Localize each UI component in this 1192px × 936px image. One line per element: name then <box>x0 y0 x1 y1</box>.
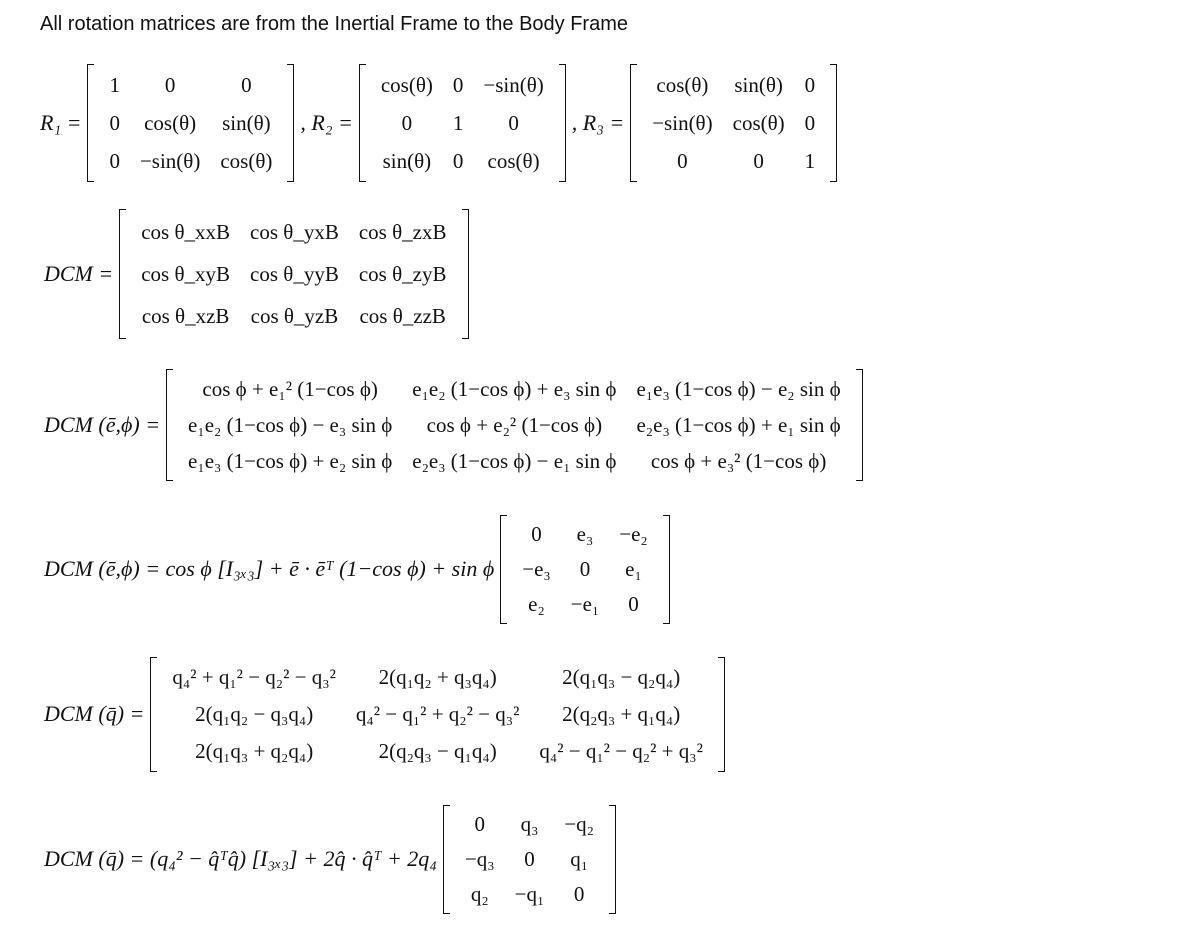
matrix-cell: −e₂ <box>619 521 648 546</box>
matrix-cell: q₄² + q₁² − q₂² − q₃² <box>172 664 336 689</box>
matrix-row <box>99 66 282 104</box>
matrix-cell: 2(q₂q₃ + q₁q₄) <box>562 701 681 726</box>
matrix-row <box>131 295 456 337</box>
matrix-row <box>642 142 825 180</box>
dcm-label: DCM = <box>44 261 114 286</box>
dcm-axis-angle-matrix <box>166 369 863 481</box>
matrix-cell: cos θ_xyB <box>141 262 231 286</box>
dcm-axis-angle-compact-equation <box>44 512 676 626</box>
matrix-cell: 0 <box>452 149 464 173</box>
matrix-cell: −sin(θ) <box>652 111 713 135</box>
r3-label: , R₃ = <box>571 110 625 135</box>
matrix-cell: 0 <box>677 149 688 173</box>
matrix-cell: 0 <box>508 111 519 135</box>
matrix-cell: e₁ <box>625 556 642 581</box>
matrix-cell: 0 <box>804 73 816 97</box>
matrix-cell: e₂e₃ (1−cos ϕ) + e₁ sin ϕ <box>636 413 841 437</box>
matrix-cell: cos(θ) <box>487 149 540 173</box>
matrix-cell: −e₁ <box>570 591 600 616</box>
matrix-cell: −q₂ <box>564 811 594 836</box>
matrix-cell: cos θ_xzB <box>141 304 230 328</box>
matrix-grid <box>99 66 282 180</box>
matrix-cell: 0 <box>753 149 764 173</box>
dcm-axis-angle-label: DCM (ē,ϕ) = <box>44 412 161 437</box>
matrix-cell: 0 <box>524 846 535 871</box>
matrix-row <box>162 696 713 733</box>
matrix-row <box>455 807 604 842</box>
matrix-cell: −sin(θ) <box>483 73 544 97</box>
matrix-cell: 1 <box>804 149 816 173</box>
matrix-cell: 2(q₂q₃ − q₁q₄) <box>378 738 497 763</box>
matrix-cell: cos(θ) <box>656 73 709 97</box>
matrix-cell: e₁e₂ (1−cos ϕ) + e₃ sin ϕ <box>412 377 617 401</box>
r2-label: , R₂ = <box>300 110 353 135</box>
r1-matrix <box>87 64 294 182</box>
matrix-row <box>178 443 851 479</box>
matrix-cell: 1 <box>452 111 464 135</box>
matrix-row <box>131 253 456 295</box>
dcm-quaternion-compact-equation <box>44 802 622 916</box>
matrix-cell: cos(θ) <box>380 73 433 97</box>
matrix-grid <box>162 659 713 770</box>
matrix-cell: cos θ_yyB <box>250 262 339 286</box>
matrix-cell: 0 <box>628 591 639 616</box>
matrix-cell: cos(θ) <box>732 111 785 135</box>
dcm-quaternion-label: DCM (q̄) = <box>44 701 145 726</box>
matrix-cell: e₂ <box>528 591 545 616</box>
matrix-cell: −sin(θ) <box>139 149 201 173</box>
matrix-cell: cos ϕ + e₃² (1−cos ϕ) <box>650 449 827 473</box>
matrix-cell: 0 <box>474 811 486 836</box>
matrix-cell: e₁e₂ (1−cos ϕ) − e₃ sin ϕ <box>188 413 393 437</box>
matrix-row <box>178 371 851 407</box>
matrix-cell: 0 <box>804 111 816 135</box>
matrix-grid <box>512 517 658 622</box>
matrix-row <box>512 517 658 552</box>
matrix-cell: q₄² − q₁² − q₂² + q₃² <box>539 738 703 763</box>
dcm-axis-angle-compact-lhs: DCM (ē,ϕ) = cos ϕ [I₃ₓ₃] + ē · ēᵀ (1−cos ϕ) + sin ϕ <box>44 556 495 581</box>
matrix-cell: e₁e₃ (1−cos ϕ) + e₂ sin ϕ <box>188 449 393 473</box>
matrix-cell: −q₁ <box>514 881 545 906</box>
matrix-cell: 0 <box>579 556 591 581</box>
matrix-cell: 2(q₁q₃ − q₂q₄) <box>562 664 681 689</box>
matrix-cell: 0 <box>109 111 120 135</box>
matrix-cell: 0 <box>109 149 120 173</box>
matrix-grid <box>178 371 851 479</box>
matrix-cell: e₂e₃ (1−cos ϕ) − e₁ sin ϕ <box>412 449 617 473</box>
e-cross-matrix <box>500 515 670 624</box>
matrix-cell: sin(θ) <box>222 111 271 135</box>
matrix-cell: cos(θ) <box>144 111 197 135</box>
matrix-row <box>178 407 851 443</box>
matrix-cell: cos θ_zyB <box>358 262 447 286</box>
matrix-cell: e₃ <box>576 521 594 546</box>
matrix-row <box>131 211 456 253</box>
matrix-row <box>455 877 604 912</box>
matrix-row <box>162 659 713 696</box>
matrix-row <box>642 66 825 104</box>
matrix-cell: cos θ_yxB <box>250 220 339 244</box>
matrix-cell: cos θ_xxB <box>141 220 231 244</box>
matrix-grid <box>131 211 456 337</box>
matrix-cell: 1 <box>109 73 120 97</box>
matrix-cell: q₁ <box>570 846 589 871</box>
matrix-cell: −e₃ <box>522 556 551 581</box>
matrix-cell: cos ϕ + e₂² (1−cos ϕ) <box>426 413 603 437</box>
matrix-cell: q₃ <box>520 811 539 836</box>
dcm-quaternion-matrix <box>150 657 725 772</box>
matrix-row <box>455 842 604 877</box>
matrix-cell: −q₃ <box>464 846 495 871</box>
matrix-cell: sin(θ) <box>382 149 432 173</box>
matrix-cell: cos(θ) <box>220 149 273 173</box>
matrix-row <box>642 104 825 142</box>
q-cross-matrix <box>443 805 616 914</box>
matrix-cell: 2(q₁q₂ − q₃q₄) <box>195 701 314 726</box>
matrix-row <box>371 142 554 180</box>
matrix-grid <box>642 66 825 180</box>
matrix-cell: cos θ_zxB <box>358 220 447 244</box>
matrix-cell: 0 <box>401 111 413 135</box>
matrix-row <box>512 552 658 587</box>
matrix-grid <box>371 66 554 180</box>
matrix-row <box>99 142 282 180</box>
matrix-cell: e₁e₃ (1−cos ϕ) − e₂ sin ϕ <box>636 377 841 401</box>
matrix-cell: q₄² − q₁² + q₂² − q₃² <box>355 701 520 726</box>
matrix-grid <box>455 807 604 912</box>
r2-matrix <box>359 64 566 182</box>
rotation-matrices-equation <box>40 62 843 184</box>
matrix-row <box>162 733 713 770</box>
matrix-row <box>99 104 282 142</box>
matrix-cell: sin(θ) <box>734 73 783 97</box>
dcm-direction-cosines-equation <box>44 206 475 342</box>
r1-label: R₁ = <box>40 110 82 135</box>
matrix-row <box>512 587 658 622</box>
matrix-cell: cos θ_zzB <box>359 304 446 328</box>
matrix-cell: cos θ_yzB <box>250 304 339 328</box>
matrix-cell: 0 <box>241 73 252 97</box>
matrix-cell: 0 <box>573 881 585 906</box>
matrix-cell: 2(q₁q₃ + q₂q₄) <box>195 738 314 763</box>
dcm-axis-angle-equation <box>44 366 869 484</box>
matrix-cell: q₂ <box>470 881 489 906</box>
dcm-quaternion-equation <box>44 654 731 774</box>
r3-matrix <box>630 64 837 182</box>
matrix-cell: 0 <box>452 73 464 97</box>
matrix-cell: 0 <box>531 521 542 546</box>
matrix-cell: 0 <box>164 73 176 97</box>
matrix-cell: cos ϕ + e₁² (1−cos ϕ) <box>202 377 378 401</box>
matrix-row <box>371 104 554 142</box>
dcm-quaternion-compact-lhs: DCM (q̄) = (q₄² − q̂ᵀq̂) [I₃ₓ₃] + 2q̂ · q̂ᵀ + 2q₄ <box>44 846 437 871</box>
matrix-cell: 2(q₁q₂ + q₃q₄) <box>378 664 497 689</box>
matrix-row <box>371 66 554 104</box>
dcm-direction-cosine-matrix <box>119 209 468 339</box>
page-heading: All rotation matrices are from the Inertial Frame to the Body Frame <box>40 13 628 35</box>
